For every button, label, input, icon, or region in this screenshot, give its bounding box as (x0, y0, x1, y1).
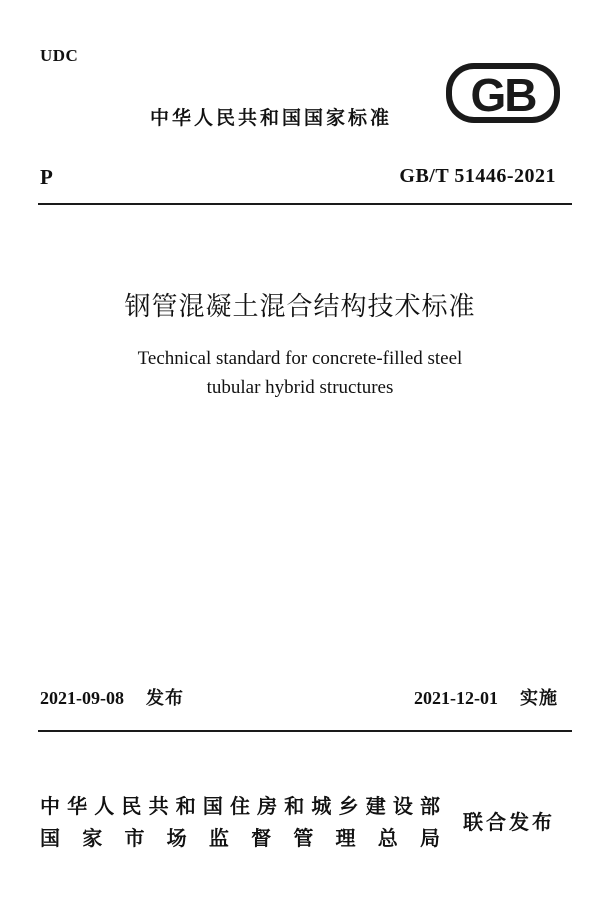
national-standard-heading: 中华人民共和国国家标准 (150, 107, 393, 129)
implement-date-block (414, 684, 558, 710)
issuer-char: 乡 (338, 794, 359, 818)
issuer-char: 监 (208, 826, 229, 850)
issuer-char: 场 (166, 826, 187, 850)
top-divider (38, 203, 572, 205)
joint-publish-label: 联合发布 (463, 810, 555, 834)
issuer-char: 督 (251, 826, 272, 850)
gb-logo (444, 60, 562, 126)
classification-code: P (40, 165, 53, 189)
issuer-char: 华 (67, 794, 88, 818)
title-english (0, 344, 600, 402)
issuer-char: 国 (40, 826, 60, 850)
issuer-char: 城 (311, 794, 332, 818)
publish-date: 2021-09-08 (40, 688, 124, 708)
issuer-char: 人 (94, 794, 115, 818)
issuer-administration (40, 822, 440, 851)
standard-number: GB/T 51446-2021 (399, 165, 556, 187)
title-english-line-1: Technical standard for concrete-filled steel (137, 348, 463, 369)
issuer-char: 民 (121, 794, 142, 818)
title-chinese: 钢管混凝土混合结构技术标准 (124, 292, 476, 322)
issuer-char: 和 (284, 794, 305, 818)
issuer-char: 建 (365, 794, 386, 818)
gb-logo-text: GB (470, 69, 536, 121)
publish-label: 发布 (146, 688, 184, 709)
implement-label: 实施 (520, 688, 558, 709)
issuer-char: 局 (419, 826, 440, 850)
issuer-char: 市 (124, 826, 145, 850)
udc-label: UDC (40, 46, 79, 65)
publish-date-block (40, 684, 184, 710)
issuer-ministry (40, 790, 440, 819)
bottom-divider (38, 730, 572, 732)
issuer-char: 中 (40, 794, 60, 818)
issuer-char: 住 (229, 794, 250, 818)
issuer-char: 国 (202, 794, 223, 818)
issuer-char: 管 (293, 826, 314, 850)
issuer-char: 理 (335, 826, 356, 850)
issuer-char: 和 (175, 794, 196, 818)
implement-date: 2021-12-01 (414, 688, 498, 708)
issuer-char: 部 (419, 794, 440, 818)
issuer-char: 总 (377, 826, 398, 850)
issuer-char: 房 (257, 794, 278, 818)
issuer-char: 家 (82, 826, 103, 850)
issuer-char: 设 (392, 794, 413, 818)
title-english-line-2: tubular hybrid structures (206, 377, 394, 398)
issuer-char: 共 (148, 794, 169, 818)
